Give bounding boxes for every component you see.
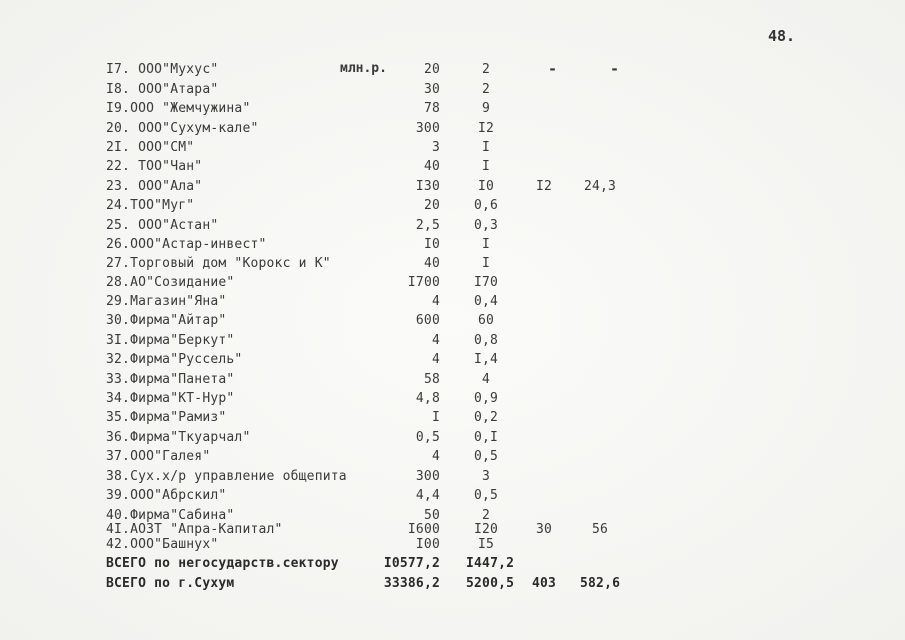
col2-value: 0,4	[473, 294, 499, 309]
unit-label: млн.р.	[340, 61, 387, 76]
col1-value: 4	[431, 294, 440, 309]
col2-value: I	[481, 237, 491, 252]
col1-value: 50	[423, 508, 440, 523]
table-row	[0, 237, 905, 253]
col2-value: 0,2	[473, 410, 499, 425]
table-row	[0, 159, 905, 175]
dash-col4: -	[610, 60, 620, 78]
table-row	[0, 218, 905, 234]
dash-col3: -	[548, 60, 558, 78]
col1-value: I700	[407, 275, 440, 290]
col2-value: 0,9	[473, 391, 499, 406]
col1-value: 3	[431, 140, 440, 155]
row-name: 42.ООО"Башнух"	[106, 537, 219, 552]
row-name: 22. ТОО"Чан"	[106, 159, 203, 174]
row-name: I8. ООО"Атара"	[106, 82, 219, 97]
col2-value: 4	[481, 372, 491, 387]
col1-value: 4,8	[415, 391, 440, 406]
col2-value: I2	[477, 121, 495, 136]
table-row	[0, 313, 905, 329]
row-name: 3I.Фирма"Беркут"	[106, 333, 235, 348]
row-name: 34.Фирма"КТ-Нур"	[106, 391, 235, 406]
table-row	[0, 449, 905, 465]
table-row	[0, 256, 905, 272]
row-name: 20. ООО"Сухум-кале"	[106, 121, 259, 136]
table-row	[0, 469, 905, 485]
table-row	[0, 430, 905, 446]
total-row	[0, 576, 905, 592]
col4-value: 56	[591, 522, 609, 537]
col1-value: I	[431, 410, 440, 425]
col1-value: I600	[407, 522, 440, 537]
col3-value: 403	[531, 576, 557, 591]
col4-value: 582,6	[580, 576, 621, 591]
col2-value: 9	[481, 101, 491, 116]
col2-value: I	[481, 140, 491, 155]
row-name: 37.ООО"Галея"	[106, 449, 211, 464]
col2-value: 2	[481, 62, 491, 77]
row-name: 35.Фирма"Рамиз"	[106, 410, 227, 425]
col2-value: I5	[477, 537, 495, 552]
col2-value: 0,5	[473, 488, 499, 503]
col1-value: 4	[431, 333, 440, 348]
col2-value: I,4	[473, 352, 499, 367]
row-name: 24.ТОО"Муг"	[106, 198, 195, 213]
col1-value: 78	[423, 101, 440, 116]
row-name: ВСЕГО по г.Сухум	[106, 576, 235, 591]
col2-value: I447,2	[466, 556, 515, 571]
col1-value: 4,4	[415, 488, 440, 503]
col1-value: I0	[423, 237, 440, 252]
table-row	[0, 522, 905, 538]
col2-value: I0	[477, 179, 495, 194]
col1-value: I0577,2	[383, 556, 440, 571]
row-name: 40.Фирма"Сабина"	[106, 508, 235, 523]
col1-value: 600	[415, 313, 440, 328]
col2-value: 3	[481, 469, 491, 484]
row-name: 33.Фирма"Панета"	[106, 372, 235, 387]
table-row	[0, 294, 905, 310]
total-row	[0, 556, 905, 572]
table-row	[0, 121, 905, 137]
col1-value: 2,5	[415, 218, 440, 233]
table-row	[0, 352, 905, 368]
col2-value: 2	[481, 82, 491, 97]
row-name: 30.Фирма"Айтар"	[106, 313, 227, 328]
row-name: 25. ООО"Астан"	[106, 218, 219, 233]
col2-value: 0,8	[473, 333, 499, 348]
table-row	[0, 198, 905, 214]
col1-value: 30	[423, 82, 440, 97]
row-name: 2I. ООО"СМ"	[106, 140, 195, 155]
col1-value: 58	[423, 372, 440, 387]
row-name: ВСЕГО по негосударств.сектору	[106, 556, 339, 571]
table-row	[0, 140, 905, 156]
row-name: I9.ООО "Жемчужина"	[106, 101, 251, 116]
col4-value: 24,3	[583, 179, 617, 194]
row-name: 28.АО"Созидание"	[106, 275, 235, 290]
col1-value: 40	[423, 256, 440, 271]
col1-value: 4	[431, 449, 440, 464]
table-row	[0, 537, 905, 553]
col2-value: I	[481, 256, 491, 271]
col2-value: I70	[473, 275, 499, 290]
row-name: 38.Сух.х/р управление общепита	[106, 469, 347, 484]
col1-value: I00	[415, 537, 440, 552]
table-row	[0, 179, 905, 195]
col2-value: I20	[473, 522, 499, 537]
col1-value: 20	[423, 62, 440, 77]
table-row	[0, 488, 905, 504]
col2-value: 2	[481, 508, 491, 523]
table-row	[0, 410, 905, 426]
col1-value: 20	[423, 198, 440, 213]
row-name: 39.ООО"Абрскил"	[106, 488, 227, 503]
col2-value: 0,I	[473, 430, 499, 445]
col2-value: 0,5	[473, 449, 499, 464]
row-name: 26.ООО"Астар-инвест"	[106, 237, 267, 252]
row-name: 36.Фирма"Ткуарчал"	[106, 430, 251, 445]
col1-value: 40	[423, 159, 440, 174]
col2-value: I	[481, 159, 491, 174]
col3-value: I2	[535, 179, 553, 194]
page-number: 48.	[768, 27, 796, 45]
col1-value: 0,5	[415, 430, 440, 445]
col1-value: 300	[415, 121, 440, 136]
col2-value: 60	[477, 313, 495, 328]
col1-value: 33386,2	[383, 576, 440, 591]
row-name: 23. ООО"Ала"	[106, 179, 203, 194]
table-row	[0, 62, 905, 78]
table-row	[0, 333, 905, 349]
col2-value: 0,6	[473, 198, 499, 213]
row-name: 29.Магазин"Яна"	[106, 294, 227, 309]
table-row	[0, 275, 905, 291]
table-row	[0, 82, 905, 98]
row-name: 32.Фирма"Руcсель"	[106, 352, 243, 367]
table-row	[0, 101, 905, 117]
row-name: 27.Торговый дом "Корокс и К"	[106, 256, 331, 271]
col1-value: I30	[415, 179, 440, 194]
col1-value: 4	[431, 352, 440, 367]
col3-value: 30	[535, 522, 553, 537]
col2-value: 5200,5	[466, 576, 515, 591]
row-name: I7. ООО"Мухус"	[106, 62, 219, 77]
row-name: 4I.АОЗТ "Апра-Капитал"	[106, 522, 283, 537]
col1-value: 300	[415, 469, 440, 484]
table-row	[0, 391, 905, 407]
col2-value: 0,3	[473, 218, 499, 233]
table-row	[0, 372, 905, 388]
